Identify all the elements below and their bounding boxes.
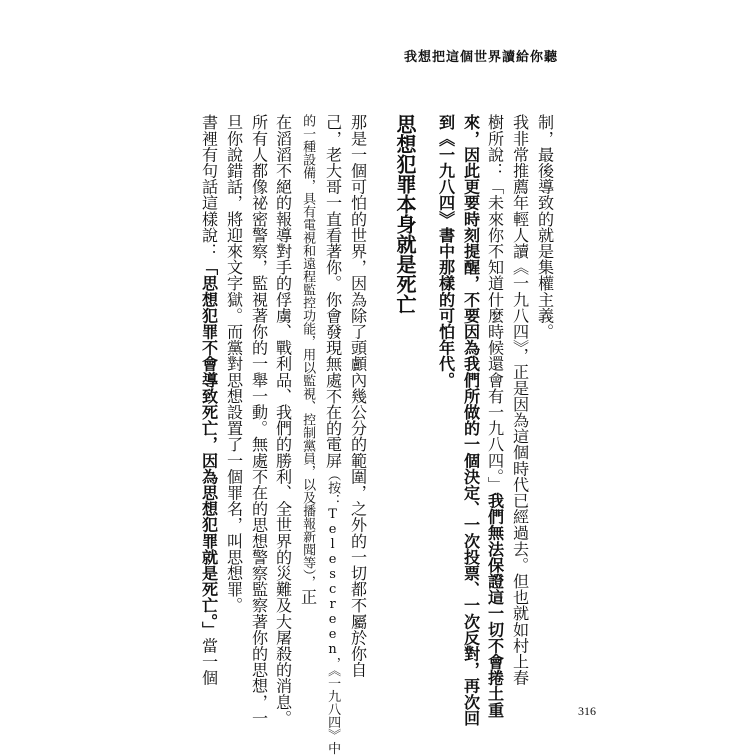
- text-column-4: [461, 114, 481, 726]
- section-heading: 思想犯罪本身就是死亡: [393, 114, 417, 314]
- text-column-2: [510, 114, 530, 686]
- text-column-1: [535, 114, 555, 680]
- column-text: 樹所說：「未來你不知道什麼時候還會有一九八四。」: [485, 114, 505, 493]
- text-column-12: [199, 114, 219, 686]
- column-text: 所有人都像祕密警察，監視著你的一舉一動。無處不在的思想警察監察著你的思想，一: [249, 114, 269, 726]
- column-text: 當一個: [199, 637, 219, 686]
- text-column-7: [323, 114, 343, 755]
- text-column-10: [249, 114, 269, 726]
- text-column-3: [485, 114, 505, 718]
- column-bold-text: 「思想犯罪不會導致死亡，因為思想犯罪就是死亡。」: [199, 258, 219, 638]
- annotation-text: 的一種設備，具有電視和遠程監控功能，用以監視、控制黨員，以及播報新聞等），: [300, 114, 316, 589]
- column-text: 我非常推薦年輕人讀《一九八四》，正是因為這個時代已經過去。但也就如村上春: [510, 114, 530, 686]
- column-text: 那是一個可怕的世界，因為除了頭顱內幾公分的範圍，之外的一切都不屬於你自: [348, 114, 368, 678]
- text-column-11: [224, 114, 244, 680]
- column-text: 正: [298, 588, 318, 605]
- column-text: 書裡有句話這樣說：: [199, 114, 219, 259]
- column-bold-text: 我們無法保證這一切不會捲土重: [485, 492, 505, 718]
- column-text: 旦你說錯話，將迎來文字獄。而黨對思想設置了一個罪名，叫思想罪。: [224, 114, 244, 614]
- text-column-5: [436, 114, 456, 680]
- text-column-6: [348, 114, 368, 680]
- text-column-9: [273, 114, 293, 726]
- column-text: 在滔滔不絕的報導對手的俘虜、戰利品、我們的勝利、全世界的災難及大屠殺的消息。: [273, 114, 293, 726]
- text-column-8: [298, 114, 318, 680]
- column-bold-text: 到《一九八四》書中那樣的可怕年代。: [436, 114, 456, 388]
- page-number: 316: [578, 704, 596, 718]
- running-header: 我想把這個世界讀給你聽: [403, 50, 558, 65]
- column-text: 己，老大哥一直看著你。你會發現無處不在的電屏: [323, 114, 343, 469]
- annotation-text: （按：Telescreen，《一九八四》中: [325, 468, 341, 755]
- column-text: 制，最後導致的就是集權主義。: [535, 114, 555, 340]
- column-bold-text: 來，因此更要時刻提醒，不要因為我們所做的一個決定、一次投票、一次反對，再次回: [461, 114, 481, 726]
